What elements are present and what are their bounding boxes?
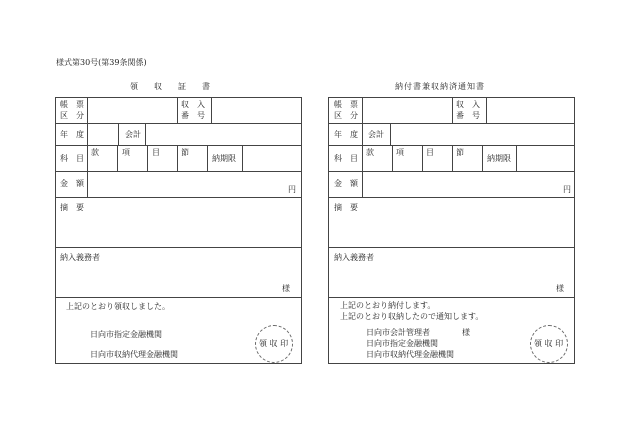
receipt-frame xyxy=(55,97,302,364)
divider xyxy=(147,145,148,171)
divider xyxy=(516,145,517,171)
bank-name: 日向市指定金融機関 xyxy=(90,330,162,339)
seal-label: 領 収 印 xyxy=(534,339,564,348)
ledger-label: 帳 票 xyxy=(334,100,358,109)
kan-label: 款 xyxy=(91,148,99,157)
divider xyxy=(117,145,118,171)
receipt-number-label: 収 入 xyxy=(181,100,205,109)
due-date-label: 納期限 xyxy=(212,154,236,163)
divider xyxy=(242,145,243,171)
divider xyxy=(452,145,453,171)
notice-title: 納付書兼収納済通知書 xyxy=(395,82,485,91)
bank-name: 日向市指定金融機関 xyxy=(366,339,438,348)
notice-frame xyxy=(328,97,575,364)
moku-label: 目 xyxy=(152,148,160,157)
kan-label: 款 xyxy=(366,148,374,157)
due-date-label: 納期限 xyxy=(487,154,511,163)
divider xyxy=(362,97,363,197)
notice-text: 上記のとおり領収しました。 xyxy=(66,302,170,311)
account-label: 会計 xyxy=(368,130,384,139)
divider xyxy=(145,123,146,145)
divider xyxy=(87,97,88,197)
yen-label: 円 xyxy=(288,185,296,194)
payer-label: 納入義務者 xyxy=(334,253,374,262)
kou-label: 項 xyxy=(122,148,130,157)
agent-bank-name: 日向市収納代理金融機関 xyxy=(90,350,178,359)
subject-label: 科 目 xyxy=(334,154,358,163)
divider xyxy=(482,145,483,171)
divider xyxy=(328,123,575,124)
receipt-number-label: 収 入 xyxy=(456,100,480,109)
setsu-label: 節 xyxy=(181,148,189,157)
yen-label: 円 xyxy=(563,185,571,194)
fiscal-year-label: 年 度 xyxy=(60,130,84,139)
receipt-title: 領 収 証 書 xyxy=(130,82,210,91)
divider xyxy=(328,247,575,248)
divider xyxy=(55,297,302,298)
divider xyxy=(328,197,575,198)
ledger-label: 区 分 xyxy=(334,111,358,120)
notice-text: 上記のとおり収納したので通知します。 xyxy=(340,312,484,321)
account-label: 会計 xyxy=(125,130,141,139)
divider xyxy=(422,145,423,171)
divider xyxy=(207,145,208,171)
ledger-label: 区 分 xyxy=(60,111,84,120)
divider xyxy=(55,123,302,124)
amount-label: 金 額 xyxy=(334,179,358,188)
seal-label: 領 収 印 xyxy=(259,339,289,348)
treasurer-sama: 様 xyxy=(462,328,470,337)
divider xyxy=(177,97,178,123)
divider xyxy=(390,123,391,145)
divider xyxy=(55,197,302,198)
setsu-label: 節 xyxy=(456,148,464,157)
divider xyxy=(118,123,119,145)
ledger-label: 帳 票 xyxy=(60,100,84,109)
amount-label: 金 額 xyxy=(60,179,84,188)
notice-text: 上記のとおり納付します。 xyxy=(340,301,436,310)
divider xyxy=(55,247,302,248)
sama-label: 様 xyxy=(556,284,564,293)
divider xyxy=(328,171,575,172)
summary-label: 摘 要 xyxy=(334,203,358,212)
fiscal-year-label: 年 度 xyxy=(334,130,358,139)
receipt-number-label: 番 号 xyxy=(181,111,205,120)
divider xyxy=(211,97,212,123)
treasurer-name: 日向市会計管理者 xyxy=(366,328,430,337)
agent-bank-name: 日向市収納代理金融機関 xyxy=(366,350,454,359)
divider xyxy=(392,145,393,171)
sama-label: 様 xyxy=(282,284,290,293)
subject-label: 科 目 xyxy=(60,154,84,163)
moku-label: 目 xyxy=(426,148,434,157)
divider xyxy=(328,297,575,298)
divider xyxy=(452,97,453,123)
form-id: 様式第30号(第39条関係) xyxy=(56,58,147,67)
payer-label: 納入義務者 xyxy=(60,253,100,262)
summary-label: 摘 要 xyxy=(60,203,84,212)
divider xyxy=(55,145,302,146)
divider xyxy=(177,145,178,171)
receipt-number-label: 番 号 xyxy=(456,111,480,120)
divider xyxy=(55,171,302,172)
divider xyxy=(486,97,487,123)
kou-label: 項 xyxy=(396,148,404,157)
